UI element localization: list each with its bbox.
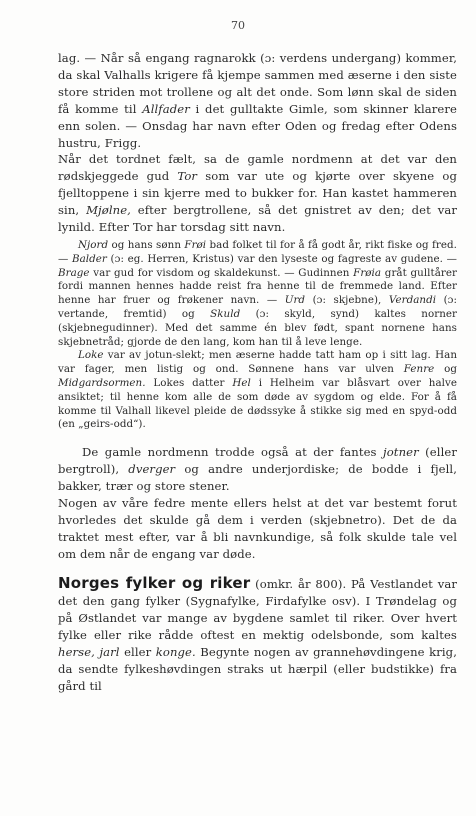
text-run: i det gulltakte Gimle, som skinner klarere enn solen. — Onsdag har navn efter Oden og fredag efter Odens hustru, Frigg. bbox=[58, 101, 457, 150]
section-heading: Norges fylker og riker bbox=[58, 574, 251, 593]
text-run: var av jotun-slekt; men æserne hadde tatt ham op i sitt lag. Han var fager, men listig og ond. Sønnene hans var ulven bbox=[58, 349, 457, 376]
italic-term: Allfader bbox=[142, 101, 190, 116]
italic-term: Tor bbox=[177, 169, 198, 184]
section-norges-fylker bbox=[58, 575, 457, 694]
italic-term: herse, jarl bbox=[58, 645, 120, 660]
text-run: Begynte nogen av grannehøvdingene krig, da sendte fylkeshøvdingen straks ut hærpil (eller budstikke) fra gård til bbox=[58, 645, 457, 693]
text-run: og hans sønn bbox=[108, 238, 185, 251]
page-number: 70 bbox=[231, 19, 245, 32]
italic-term: Skuld bbox=[210, 307, 241, 320]
text-run: Når det tordnet fælt, sa de gamle nordmenn at det var den rødskjeggede gud bbox=[58, 152, 457, 184]
text-run: (ɔ: vertande, fremtid) og bbox=[58, 294, 457, 320]
text-run: efter bergtrollene, så det gnistret av den; det var lynild. Efter Tor har torsdag sitt navn. bbox=[58, 203, 458, 235]
text-run: gråt gulltårer fordi mannen hennes hadde reist fra henne til de fremmede land. Efter henne har fruer og frøkener navn. — bbox=[58, 266, 457, 307]
text-run: (ɔ: skjebne), bbox=[305, 294, 389, 307]
text-run: (omkr. år 800). På Vestlandet var det den gang fylker (Sygnafylke, Firdafylke osv). I Trøndelag og på Østlandet var mange av bygdene samlet til riker. Over hvert fylke eller rike rådde oftest en mektig odelsbonde, som kaltes bbox=[58, 577, 457, 643]
text-run: og bbox=[434, 363, 457, 376]
text-run: De gamle nordmenn trodde også at der fantes bbox=[82, 445, 384, 460]
italic-term: Mjølne, bbox=[86, 203, 131, 218]
body-text-block-2 bbox=[58, 444, 457, 562]
italic-term: Frøi bbox=[184, 238, 207, 251]
text-run: lag. — Når så engang ragnarokk (ɔ: verdens undergang) kommer, da skal Valhalls krigere få kjempe sammen med æserne i den siste store striden mot trollene og alt det onde. Som lønn skal de siden få komme til bbox=[58, 51, 457, 116]
italic-term: Hel bbox=[232, 376, 251, 389]
italic-term: konge. bbox=[155, 645, 196, 660]
italic-term: Njord bbox=[78, 238, 109, 251]
paragraph bbox=[58, 495, 457, 563]
paragraph bbox=[58, 50, 457, 151]
text-run: som var ute og kjørte over skyene og fjelltoppene i sin kjerre med to bukker for. Han kastet hammeren sin, bbox=[58, 169, 457, 218]
text-run: (eller bergtroll), bbox=[58, 445, 457, 477]
text-run: eller bbox=[119, 645, 156, 660]
text-run: Nogen av våre fedre mente ellers helst at det var bestemt forut hvorledes det skulde gå dem i verden (skjebnetro). Det de da traktet mest efter, var å bli navnkundige, så folk skulde tale vel om dem når de engang var døde. bbox=[58, 495, 457, 561]
text-run: (ɔ: skyld, synd) kaltes norner (skjebnegudinner). Med det samme én blev født, spant nornene hans skjebnetråd; gjorde de den lang, kom han til å leve lenge. bbox=[58, 307, 457, 348]
paragraph bbox=[58, 239, 457, 349]
italic-term: Brage bbox=[58, 266, 90, 279]
italic-term: dverger bbox=[128, 462, 176, 477]
italic-term: Urd bbox=[284, 294, 306, 307]
paragraph bbox=[58, 444, 457, 495]
text-column bbox=[58, 50, 457, 695]
text-run: og andre underjordiske; de bodde i fjell, bakker, trær og store stener. bbox=[58, 462, 457, 493]
italic-term: Midgardsormen. bbox=[58, 376, 146, 389]
paragraph bbox=[58, 349, 457, 432]
body-text-block-1 bbox=[58, 50, 457, 236]
section-paragraph bbox=[58, 575, 457, 694]
italic-term: Frøia bbox=[353, 266, 382, 279]
italic-term: Verdandi bbox=[388, 294, 437, 307]
text-run: (ɔ: eg. Herren, Kristus) var den lyseste og fagreste av gudene. — bbox=[106, 252, 457, 265]
text-run: var gud for visdom og skaldekunst. — Gudinnen bbox=[89, 266, 354, 279]
italic-term: jotner bbox=[383, 445, 419, 460]
italic-term: Fenre bbox=[403, 363, 435, 376]
paragraph bbox=[58, 151, 457, 236]
text-run: i Helheim var blåsvart over halve ansiktet; til henne kom alle de som døde av sygdom og elde. For å få komme til Valhall likevel pleide de dødssyke å stikke sig med en spyd-odd (en „geirs-odd“). bbox=[58, 376, 457, 431]
italic-term: Balder bbox=[72, 252, 107, 265]
small-print-block bbox=[58, 239, 457, 432]
italic-term: Loke bbox=[78, 349, 104, 362]
text-run: bad folket til for å få godt år, rikt fiske og fred. — bbox=[58, 238, 457, 265]
text-run: Lokes datter bbox=[145, 376, 233, 389]
